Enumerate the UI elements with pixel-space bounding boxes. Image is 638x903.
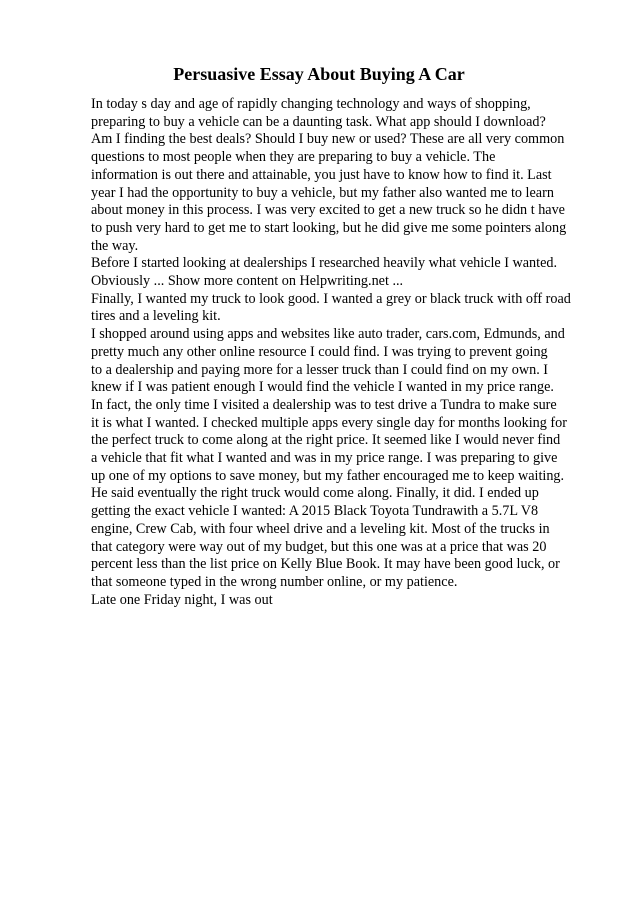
essay-line: engine, Crew Cab, with four wheel drive and a leveling kit. Most of the trucks in: [91, 520, 550, 537]
essay-line: Am I finding the best deals? Should I buy new or used? These are all very common: [91, 131, 565, 148]
essay-line: pretty much any other online resource I could find. I was trying to prevent going: [91, 343, 548, 360]
essay-line: tires and a leveling kit.: [91, 308, 221, 325]
essay-line: up one of my options to save money, but my father encouraged me to keep waiting.: [91, 467, 565, 484]
essay-line: information is out there and attainable, you just have to know how to find it. Last: [91, 166, 552, 183]
essay-line: getting the exact vehicle I wanted: A 2015 Black Toyota Tundrawith a 5.7L V8: [91, 503, 539, 520]
essay-line: to a dealership and paying more for a lesser truck than I could find on my own. I: [91, 361, 549, 378]
page-title: Persuasive Essay About Buying A Car: [173, 64, 465, 84]
essay-line: it is what I wanted. I checked multiple apps every single day for months looking for: [91, 414, 567, 431]
essay-line: Late one Friday night, I was out: [91, 591, 273, 608]
essay-line: about money in this process. I was very excited to get a new truck so he didn t have: [91, 202, 565, 219]
essay-line: questions to most people when they are preparing to buy a vehicle. The: [91, 149, 496, 166]
essay-line: In today s day and age of rapidly changing technology and ways of shopping,: [91, 96, 531, 112]
essay-line: In fact, the only time I visited a dealership was to test drive a Tundra to make sure: [91, 396, 557, 413]
essay-line: He said eventually the right truck would come along. Finally, it did. I ended up: [91, 485, 539, 502]
essay-line: year I had the opportunity to buy a vehicle, but my father also wanted me to learn: [91, 184, 554, 201]
essay-line: I shopped around using apps and websites like auto trader, cars.com, Edmunds, and: [91, 326, 565, 343]
essay-line: Finally, I wanted my truck to look good. I wanted a grey or black truck with off road: [91, 290, 571, 307]
essay-line: Obviously ... Show more content on Helpwriting.net ...: [91, 273, 404, 290]
essay-line: the perfect truck to come along at the right price. It seemed like I would never find: [91, 432, 561, 449]
essay-line: a vehicle that fit what I wanted and was in my price range. I was preparing to give: [91, 450, 558, 467]
essay-body: [91, 96, 591, 609]
essay-line: knew if I was patient enough I would find the vehicle I wanted in my price range.: [91, 379, 554, 396]
essay-line: the way.: [91, 237, 139, 254]
essay-line: that category were way out of my budget, but this one was at a price that was 20: [91, 538, 547, 555]
essay-line: that someone typed in the wrong number online, or my patience.: [91, 573, 458, 590]
essay-line: Before I started looking at dealerships I researched heavily what vehicle I wanted.: [91, 255, 558, 272]
essay-line: to push very hard to get me to start looking, but he did give me some pointers along: [91, 219, 567, 236]
essay-line: percent less than the list price on Kelly Blue Book. It may have been good luck, or: [91, 556, 560, 573]
essay-line: preparing to buy a vehicle can be a daunting task. What app should I download?: [91, 113, 546, 130]
